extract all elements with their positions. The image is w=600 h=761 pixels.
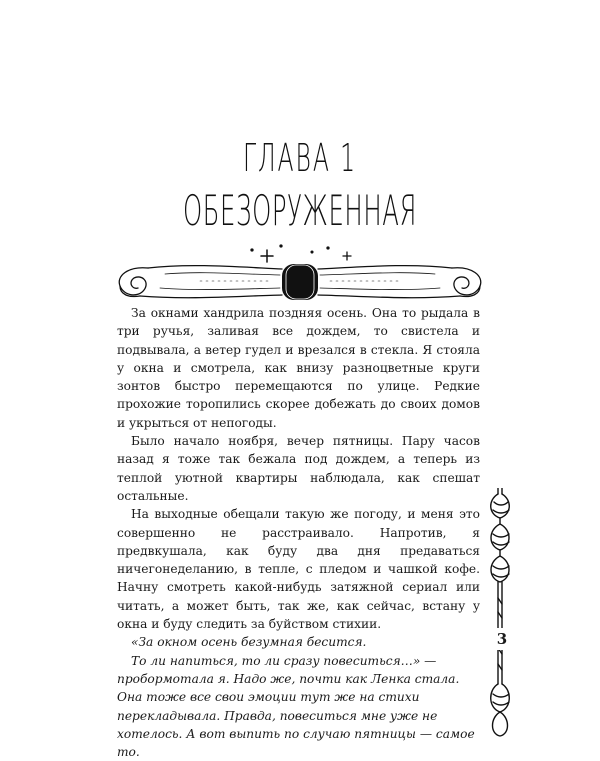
verse-paragraph [117, 652, 480, 761]
paragraph: За окнами хандрила поздняя осень. Она то рыдала в три ручья, заливая все дождем, то свистела и подвывала, а ветер гудел и врезался в стекла. Я стояла у окна и смотрела, как внизу разноцветные круги зонтов быстро перемещаются по улице. Редкие прохожие торопились скорее добежать до своих домов и укрыться от непогоды. [117, 306, 480, 430]
verse-line: То ли напиться, то ли сразу повеситься…» [131, 653, 421, 668]
paragraph: Было начало ноября, вечер пятницы. Пару часов назад я тоже так бежала под дождем, а теперь из теплой уютной квартиры наблюдала, как спешат остальные. [117, 434, 480, 503]
paragraph-continuation: — пробормотала я. Надо же, почти как Ленка стала. Она тоже все свои эмоции тут же на стихи перекладывала. Правда, повеситься мне уже не хотелось. А вот выпить по случаю пятницы — самое то. [117, 653, 475, 760]
paragraph: На выходные обещали такую же погоду, и меня это совершенно не расстраивало. Напротив, я предвкушала, как буду два дня предаваться ничегонеделанию, в тепле, с пледом и чашкой кофе. Начну смотреть какой-нибудь затяжной сериал или читать, а может быть, так же, как сейчас, встану у окна и буду следить за буйством стихии. [117, 507, 480, 632]
chapter-text [117, 304, 480, 761]
chapter-number: ГЛАВА 1 [242, 136, 358, 180]
knotted-rope-icon [484, 488, 516, 738]
verse-line: «За окном осень безумная бесится. [131, 635, 367, 650]
page-number: 3 [493, 628, 511, 650]
scroll-ornament-icon [0, 238, 600, 306]
chapter-title: ОБЕЗОРУЖЕННАЯ [183, 186, 417, 235]
